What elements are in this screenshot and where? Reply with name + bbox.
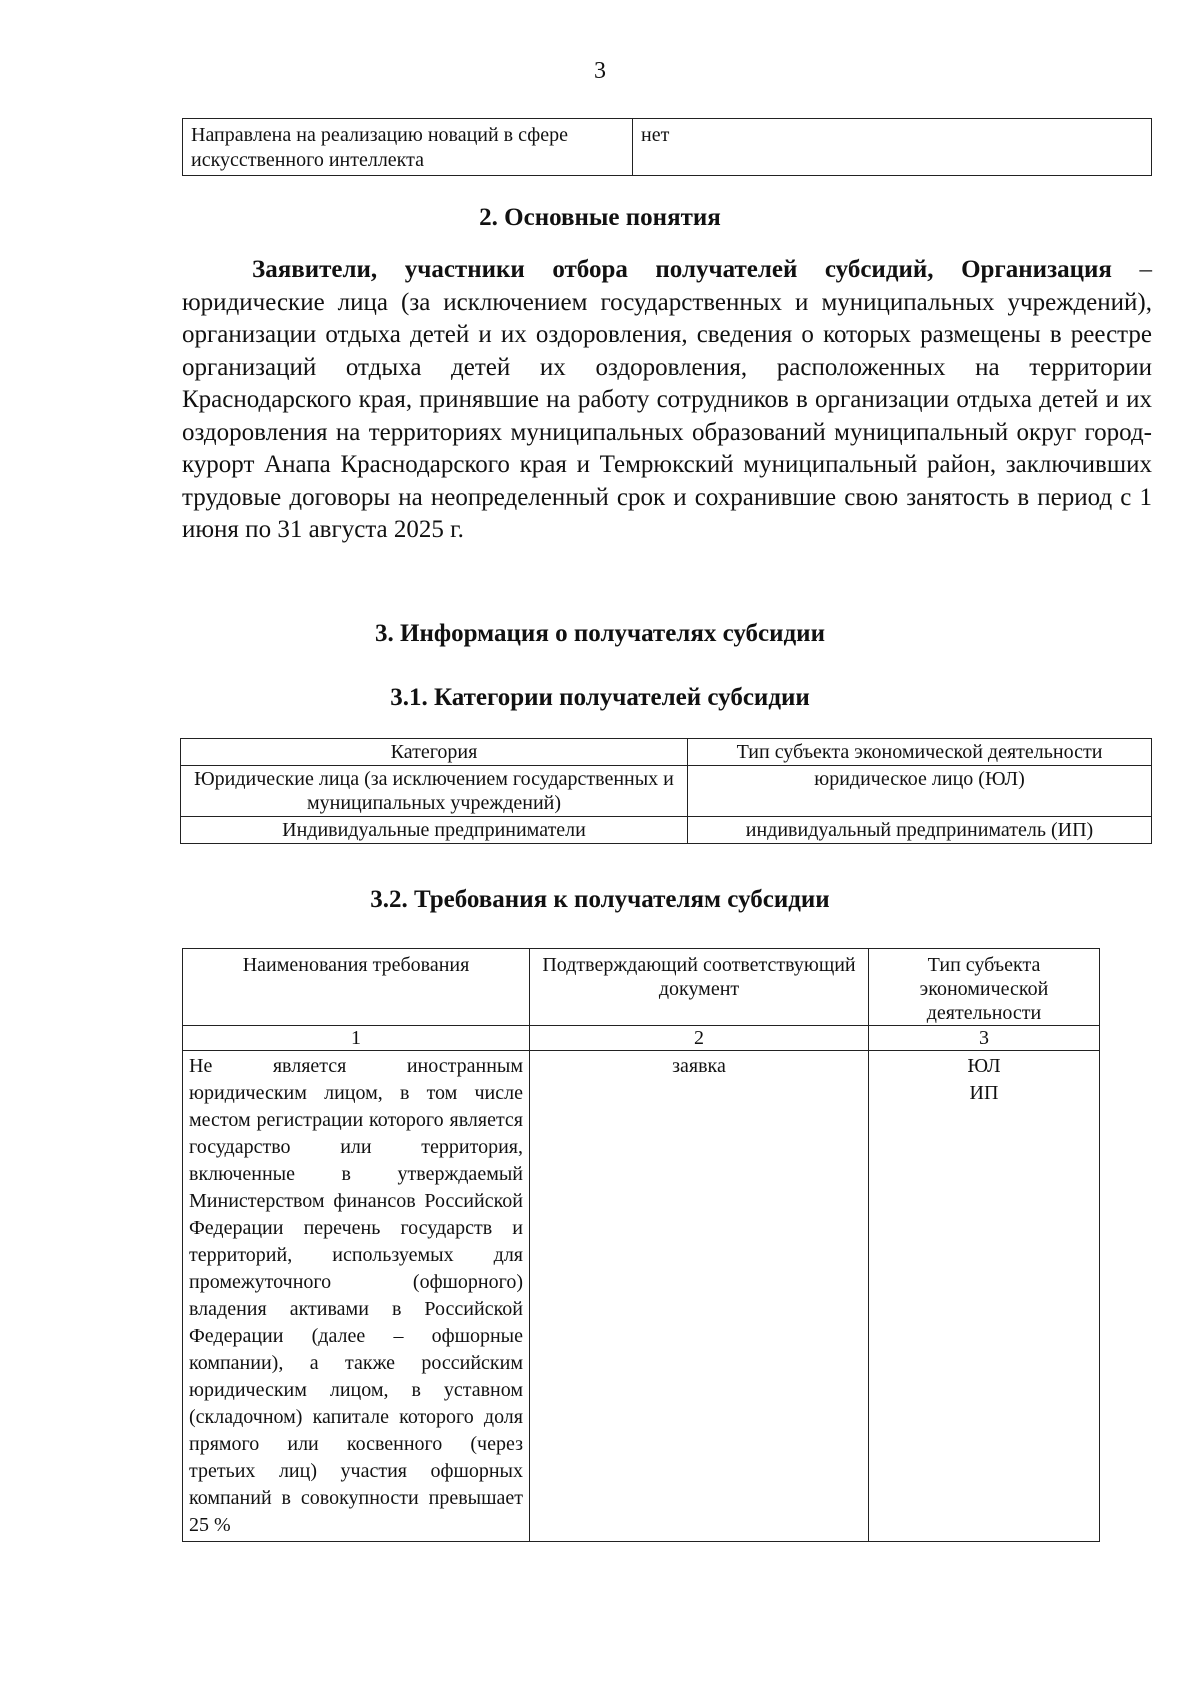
section-3-1-heading: 3.1. Категории получателей субсидии <box>390 684 810 711</box>
requirements-table <box>182 948 1100 1542</box>
column-number: 1 <box>183 1026 530 1051</box>
definition-body: – юридические лица (за исключением государственных и муниципальных учреждений), организации отдыха детей и их оздоровления, сведения о которых размещены в реестре организаций отдыха детей их оздоровления, расположенных на территории Краснодарского края, принявшие на работу сотрудников в организации отдыха детей и их оздоровления на территориях муниципальных образований муниципальный округ город-курорт Анапа Краснодарского края и Темрюкский муниципальный район, заключивших трудовые договоры на неопределенный срок и сохранившие свою занятость в период с 1 июня по 31 августа 2025 г. <box>182 256 1153 543</box>
innovation-value: нет <box>633 119 1152 176</box>
types-cell <box>869 1051 1100 1542</box>
category-cell: Юридические лица (за исключением государственных и муниципальных учреждений) <box>181 766 688 817</box>
table-row <box>181 817 1152 844</box>
type-cell: юридическое лицо (ЮЛ) <box>688 766 1152 817</box>
column-header: Тип субъекта экономической деятельности <box>688 739 1152 766</box>
innovation-label: Направлена на реализацию новаций в сфере искусственного интеллекта <box>183 119 633 176</box>
column-number: 3 <box>869 1026 1100 1051</box>
column-header: Подтверждающий соответствующий документ <box>530 949 869 1026</box>
column-header: Тип субъекта экономической деятельности <box>869 949 1100 1026</box>
section-3-heading: 3. Информация о получателях субсидии <box>375 620 825 647</box>
table-header-row <box>183 949 1100 1026</box>
table-row <box>183 119 1152 176</box>
categories-table <box>180 738 1152 844</box>
type-item: ЮЛ <box>967 1055 1001 1077</box>
section-3-2-heading: 3.2. Требования к получателям субсидии <box>370 886 830 913</box>
page-number: 3 <box>594 58 606 84</box>
column-header: Наименования требования <box>183 949 530 1026</box>
type-item: ИП <box>969 1082 999 1104</box>
innovation-table <box>182 118 1152 176</box>
table-row <box>183 1051 1100 1542</box>
column-number: 2 <box>530 1026 869 1051</box>
document-cell: заявка <box>530 1051 869 1542</box>
definition-term: Заявители, участники отбора получателей субсидий, Организация <box>252 256 1112 283</box>
category-cell: Индивидуальные предприниматели <box>181 817 688 844</box>
section-2-heading: 2. Основные понятия <box>479 204 721 231</box>
column-header: Категория <box>181 739 688 766</box>
definition-paragraph <box>182 254 1152 547</box>
type-cell: индивидуальный предприниматель (ИП) <box>688 817 1152 844</box>
requirement-cell: Не является иностранным юридическим лицом, в том числе местом регистрации которого является государство или территория, включенные в утверждаемый Министерством финансов Российской Федерации перечень государств и территорий, используемых для промежуточного (офшорного) владения активами в Российской Федерации (далее – офшорные компании), а также российским юридическим лицом, в уставном (складочном) капитале которого доля прямого или косвенного (через третьих лиц) участия офшорных компаний в совокупности превышает 25 % <box>183 1051 530 1542</box>
table-header-row <box>181 739 1152 766</box>
table-row <box>181 766 1152 817</box>
column-number-row <box>183 1026 1100 1051</box>
